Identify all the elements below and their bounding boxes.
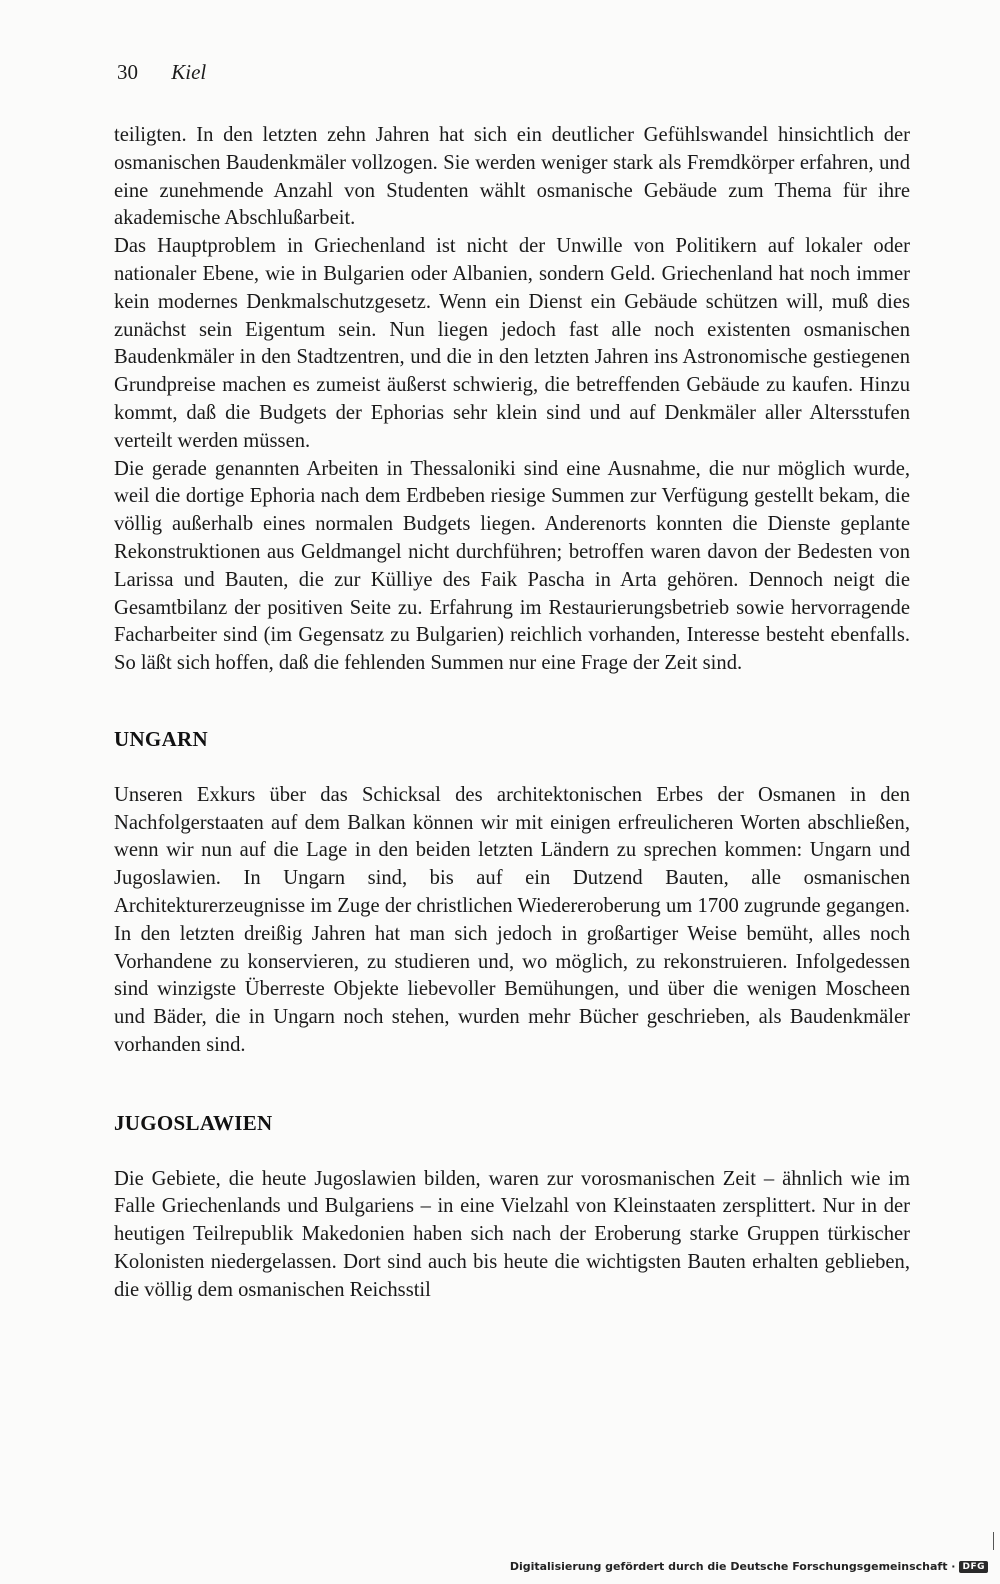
running-title: Kiel <box>171 60 207 84</box>
dfg-logo: DFG <box>959 1561 988 1573</box>
running-head <box>117 60 206 85</box>
paragraph-ungarn: Unseren Exkurs über das Schicksal des architektonischen Erbes der Osmanen in den Nachfolgerstaaten auf dem Balkan können wir mit einigen erfreulicheren Worten abschließen, wenn wir nun auf die Lage in den beiden letzten Ländern zu sprechen kommen: Ungarn und Jugoslawien. In Ungarn sind, bis auf ein Dutzend Bauten, alle osmanischen Architekturerzeugnisse im Zuge der christlichen Wiedereroberung um 1700 zugrunde gegangen. In den letzten dreißig Jahren hat man sich jedoch in großartiger Weise bemüht, alles noch Vorhandene zu konservieren, zu studieren und, wo möglich, zu rekonstruieren. Infolgedessen sind winzigste Überreste Objekte liebevoller Bemühungen, und über die wenigen Moscheen und Bäder, die in Ungarn noch stehen, wurden mehr Bücher geschrieben, als Baudenkmäler vorhanden sind. <box>114 783 910 1056</box>
body-text <box>114 122 910 1304</box>
paragraph-jugoslawien: Die Gebiete, die heute Jugoslawien bilden, waren zur vorosmanischen Zeit – ähnlich wie im Falle Griechenlands und Bulgariens – in eine Vielzahl von Kleinstaaten zersplittert. Nur in der heutigen Teilrepublik Makedonien haben sich nach der Eroberung starke Gruppen türkischer Kolonisten niedergelassen. Dort sind auch bis heute die wichtigsten Bauten erhalten geblieben, die völlig dem osmanischen Reichsstil <box>114 1167 910 1301</box>
section-heading-jugoslawien: JUGOSLAWIEN <box>114 1110 273 1135</box>
digitization-credit <box>510 1560 988 1573</box>
section-heading-ungarn: UNGARN <box>114 726 208 751</box>
page-number: 30 <box>117 60 138 84</box>
paragraph-3: Die gerade genannten Arbeiten in Thessaloniki sind eine Ausnahme, die nur möglich wurde, weil die dortige Ephoria nach dem Erdbeben riesige Summen zur Verfügung gestellt bekam, die völlig außerhalb eines normalen Budgets liegen. Anderenorts konnten die Dienste geplante Rekonstruktionen aus Geldmangel nicht durchführen; betroffen waren davon der Bedesten von Larissa und Bauten, die zur Külliye des Faik Pascha in Arta gehören. Dennoch neigt die Gesamtbilanz der positiven Seite zu. Erfahrung im Restaurierungsbetrieb sowie hervorragende Facharbeiter sind (im Gegensatz zu Bulgarien) reichlich vorhanden, Interesse besteht ebenfalls. So läßt sich hoffen, daß die fehlenden Summen nur eine Frage der Zeit sind. <box>114 457 910 675</box>
paragraph-1: teiligten. In den letzten zehn Jahren hat sich ein deutlicher Gefühlswandel hinsichtlich der osmanischen Baudenkmäler vollzogen. Sie werden weniger stark als Fremdkörper erfahren, und eine zunehmende Anzahl von Studenten wählt osmanische Gebäude zum Thema für ihre akademische Abschlußarbeit. <box>114 124 910 230</box>
scan-edge-mark <box>993 1532 994 1550</box>
credit-text: Digitalisierung gefördert durch die Deutsche Forschungsgemeinschaft · <box>509 1560 956 1573</box>
paragraph-2: Das Hauptproblem in Griechenland ist nicht der Unwille von Politikern auf lokaler oder nationaler Ebene, wie in Bulgarien oder Albanien, sondern Geld. Griechenland hat noch immer kein modernes Denkmalschutzgesetz. Wenn ein Dienst ein Gebäude schützen will, muß dies zunächst sein Eigentum sein. Nun liegen jedoch fast alle noch existenten osmanischen Baudenkmäler in den Stadtzentren, und die in den letzten Jahren ins Astronomische gestiegenen Grundpreise machen es zumeist äußerst schwierig, die betreffenden Gebäude zu kaufen. Hinzu kommt, daß die Budgets der Ephorias sehr klein sind und auf Denkmäler aller Altersstufen verteilt werden müssen. <box>114 235 910 452</box>
